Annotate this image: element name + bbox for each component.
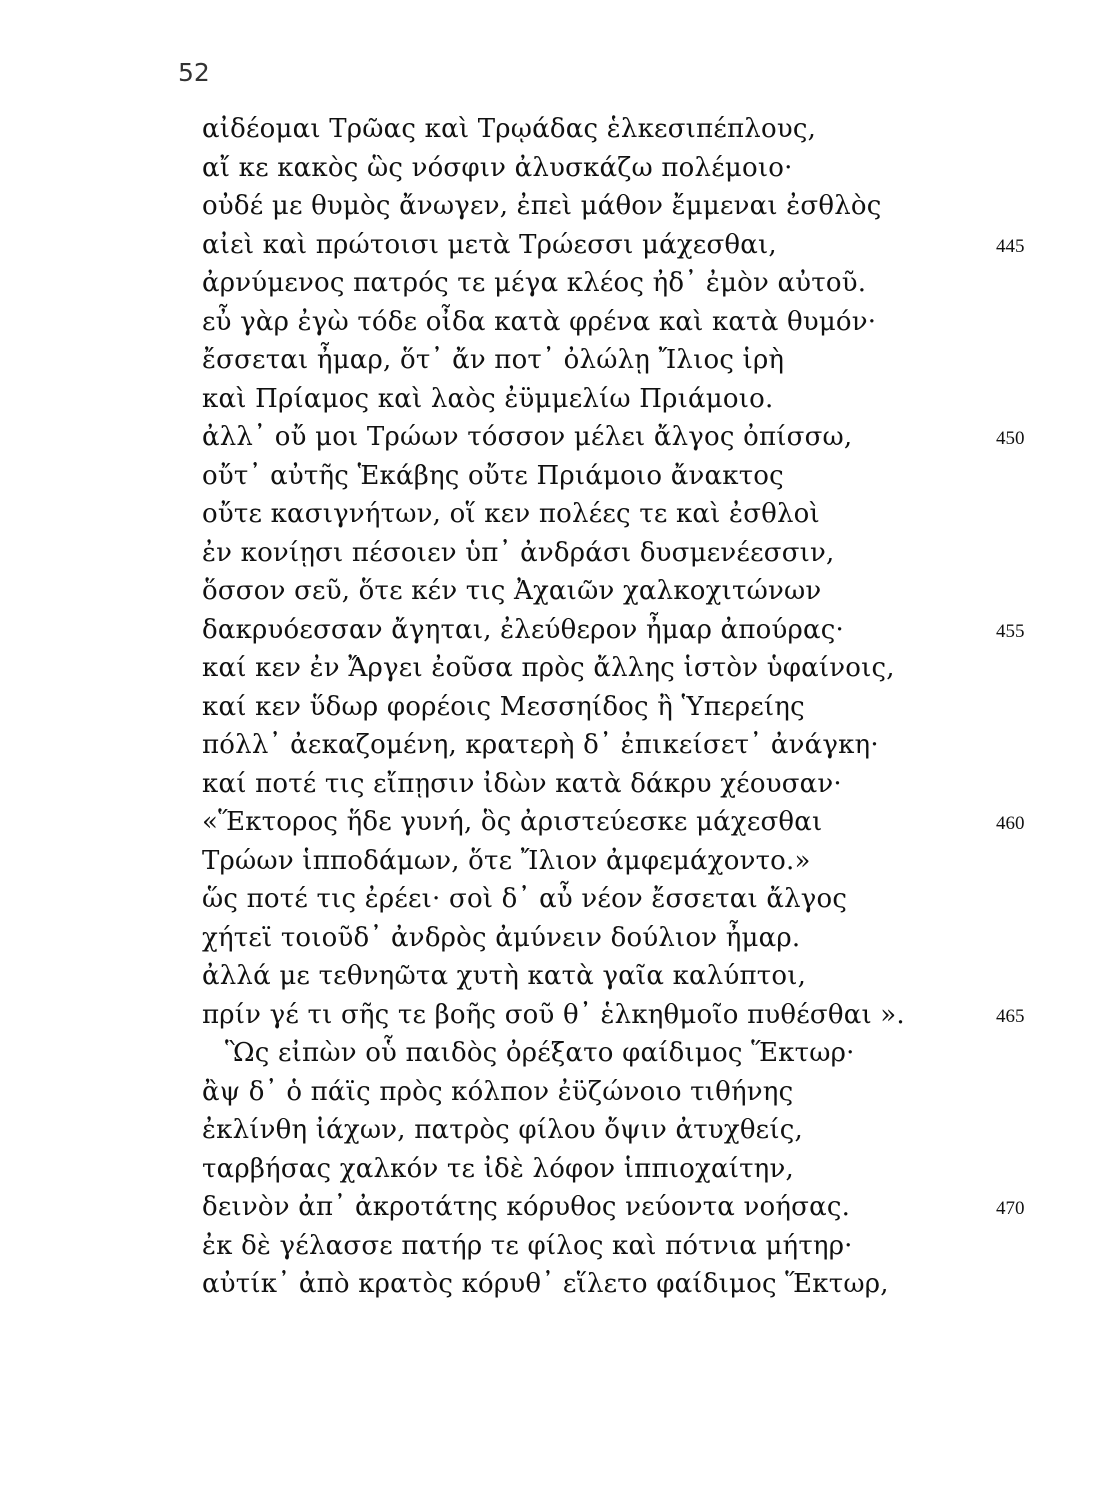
verse-text: δεινὸν ἀπ᾽ ἀκροτάτης κόρυθος νεύοντα νοήσας. — [202, 1192, 851, 1222]
verse-line — [0, 341, 1111, 380]
verse-text: ἐν κονίῃσι πέσοιεν ὑπ᾽ ἀνδράσι δυσμενέεσσιν, — [202, 537, 835, 568]
verse-text: ὥς ποτέ τις ἐρέει· σοὶ δ᾽ αὖ νέον ἔσσεται ἄλγος — [202, 884, 848, 914]
verse-line — [0, 1227, 1111, 1266]
verse-text: αἴ κε κακὸς ὣς νόσφιν ἀλυσκάζω πολέμοιο· — [202, 152, 793, 183]
verse-text: χήτεϊ τοιοῦδ᾽ ἀνδρὸς ἀμύνειν δούλιον ἦμαρ. — [202, 922, 801, 953]
verse-text: ἀρνύμενος πατρός τε μέγα κλέος ἠδ᾽ ἐμὸν αὐτοῦ. — [202, 268, 867, 298]
verse-line — [0, 1034, 1111, 1073]
verse-text: εὖ γὰρ ἐγὼ τόδε οἶδα κατὰ φρένα καὶ κατὰ θυμόν· — [202, 306, 877, 337]
verse-block — [0, 110, 1111, 1304]
verse-line — [0, 996, 1111, 1035]
verse-text: ἔσσεται ἦμαρ, ὅτ᾽ ἄν ποτ᾽ ὀλώλῃ Ἴλιος ἱρὴ — [202, 345, 785, 375]
verse-line — [0, 611, 1111, 650]
verse-text: καί ποτέ τις εἴπῃσιν ἰδὼν κατὰ δάκρυ χέουσαν· — [202, 768, 842, 799]
verse-line — [0, 880, 1111, 919]
verse-line — [0, 803, 1111, 842]
verse-line — [0, 842, 1111, 881]
verse-text: Ὣς εἰπὼν οὗ παιδὸς ὀρέξατο φαίδιμος Ἕκτωρ· — [225, 1038, 855, 1068]
verse-line — [0, 726, 1111, 765]
verse-line — [0, 495, 1111, 534]
verse-line — [0, 765, 1111, 804]
line-number: 470 — [996, 1198, 1025, 1219]
verse-line — [0, 572, 1111, 611]
page-number: 52 — [178, 58, 210, 87]
verse-line — [0, 688, 1111, 727]
verse-line — [0, 149, 1111, 188]
verse-line — [0, 303, 1111, 342]
verse-text: καὶ Πρίαμος καὶ λαὸς ἐϋμμελίω Πριάμοιο. — [202, 383, 774, 414]
verse-line — [0, 418, 1111, 457]
verse-line — [0, 1188, 1111, 1227]
line-number: 460 — [996, 813, 1025, 834]
verse-line — [0, 919, 1111, 958]
verse-text: «Ἕκτορος ἥδε γυνή, ὃς ἀριστεύεσκε μάχεσθαι — [202, 807, 823, 837]
verse-line — [0, 957, 1111, 996]
verse-line — [0, 457, 1111, 496]
verse-text: καί κεν ἐν Ἄργει ἐοῦσα πρὸς ἄλλης ἱστὸν ὑφαίνοις, — [202, 653, 895, 683]
verse-text: οὔτε κασιγνήτων, οἵ κεν πολέες τε καὶ ἐσθλοὶ — [202, 499, 820, 529]
verse-line — [0, 1111, 1111, 1150]
verse-text: ταρβήσας χαλκόν τε ἰδὲ λόφον ἱππιοχαίτην, — [202, 1153, 794, 1184]
verse-line — [0, 1073, 1111, 1112]
verse-line — [0, 534, 1111, 573]
verse-text: ἂψ δ᾽ ὁ πάϊς πρὸς κόλπον ἐϋζώνοιο τιθήνης — [202, 1076, 794, 1107]
verse-text: οὔτ᾽ αὐτῆς Ἑκάβης οὔτε Πριάμοιο ἄνακτος — [202, 460, 784, 491]
verse-text: καί κεν ὕδωρ φορέοις Μεσσηίδος ἢ Ὑπερείης — [202, 691, 805, 722]
verse-text: ὅσσον σεῦ, ὅτε κέν τις Ἀχαιῶν χαλκοχιτώνων — [202, 576, 822, 606]
line-number: 465 — [996, 1005, 1025, 1027]
line-number: 445 — [996, 235, 1025, 257]
verse-line — [0, 264, 1111, 303]
verse-text: αὐτίκ᾽ ἀπὸ κρατὸς κόρυθ᾽ εἵλετο φαίδιμος Ἕκτωρ, — [202, 1269, 889, 1299]
verse-line — [0, 649, 1111, 688]
verse-line — [0, 1265, 1111, 1304]
verse-text: ἐκλίνθη ἰάχων, πατρὸς φίλου ὄψιν ἀτυχθείς, — [202, 1115, 803, 1145]
verse-text: αἰεὶ καὶ πρώτοισι μετὰ Τρώεσσι μάχεσθαι, — [202, 229, 777, 260]
line-number: 455 — [996, 620, 1025, 642]
verse-text: ἐκ δὲ γέλασσε πατήρ τε φίλος καὶ πότνια μήτηρ· — [202, 1230, 853, 1261]
verse-text: ἀλλά με τεθνηῶτα χυτὴ κατὰ γαῖα καλύπτοι, — [202, 961, 807, 991]
verse-line — [0, 1150, 1111, 1189]
verse-text: δακρυόεσσαν ἄγηται, ἐλεύθερον ἦμαρ ἀπούρας· — [202, 614, 844, 645]
line-number: 450 — [996, 428, 1025, 449]
verse-text: αἰδέομαι Τρῶας καὶ Τρῳάδας ἑλκεσιπέπλους, — [202, 114, 817, 144]
verse-line — [0, 226, 1111, 265]
verse-text: πόλλ᾽ ἀεκαζομένη, κρατερὴ δ᾽ ἐπικείσετ᾽ ἀνάγκη· — [202, 730, 879, 760]
verse-line — [0, 110, 1111, 149]
verse-text: Τρώων ἱπποδάμων, ὅτε Ἴλιον ἀμφεμάχοντο.» — [202, 845, 811, 876]
verse-line — [0, 380, 1111, 419]
verse-text: ἀλλ᾽ οὔ μοι Τρώων τόσσον μέλει ἄλγος ὀπίσσω, — [202, 422, 853, 452]
verse-line — [0, 187, 1111, 226]
verse-text: οὐδέ με θυμὸς ἄνωγεν, ἐπεὶ μάθον ἔμμεναι ἐσθλὸς — [202, 191, 882, 221]
verse-text: πρίν γέ τι σῆς τε βοῆς σοῦ θ᾽ ἑλκηθμοῖο πυθέσθαι ». — [202, 999, 905, 1030]
